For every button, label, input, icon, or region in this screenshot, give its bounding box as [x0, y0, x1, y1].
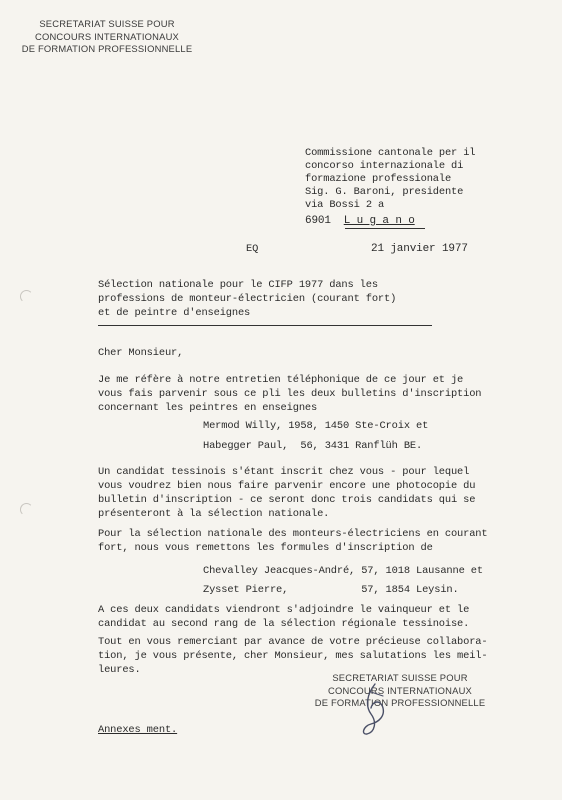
paragraph-line: bulletin d'inscription - ce seront donc trois candidats qui se — [98, 494, 476, 506]
address-line: via Bossi 2 a — [305, 199, 385, 211]
paragraph-line: concernant les peintres en enseignes — [98, 402, 318, 414]
address-city-line — [305, 215, 475, 228]
punch-hole — [20, 503, 33, 516]
stamp-line: CONCOURS INTERNATIONAUX — [327, 684, 472, 696]
letterhead-stamp — [14, 18, 200, 56]
city: L u g a n o — [343, 215, 415, 227]
paragraph-line: leures. — [98, 664, 141, 676]
candidate-line: Habegger Paul, 56, 3431 Ranflüh BE. — [203, 440, 423, 452]
salutation: Cher Monsieur, — [98, 347, 184, 359]
postcode: 6901 — [305, 215, 331, 227]
paragraph-line: fort, nous vous remettons les formules d'inscription de — [98, 542, 433, 554]
handwritten-signature — [345, 680, 405, 740]
subject-line: professions de monteur-électricien (courant fort) — [98, 293, 397, 305]
address-line: Commissione cantonale per il — [305, 147, 476, 159]
address-line: formazione professionale — [305, 173, 452, 185]
letterhead-line: DE FORMATION PROFESSIONNELLE — [21, 43, 193, 54]
annexes-note: Annexes ment. — [98, 724, 178, 736]
paragraph-line: vous fais parvenir sous ce pli les deux bulletins d'inscription — [98, 388, 482, 400]
paragraph-line: A ces deux candidats viendront s'adjoindre le vainqueur et le — [98, 604, 470, 616]
paragraph-line: Un candidat tessinois s'étant inscrit chez vous - pour lequel — [98, 466, 470, 478]
paragraph-line: tion, je vous présente, cher Monsieur, mes salutations les meil- — [98, 650, 488, 662]
candidate-line: Zysset Pierre, 57, 1854 Leysin. — [203, 584, 459, 596]
stamp-line: SECRETARIAT SUISSE POUR — [332, 672, 468, 683]
subject-underline — [98, 325, 432, 326]
paragraph-line: Je me réfère à notre entretien téléphonique de ce jour et je — [98, 374, 464, 386]
letterhead-line: SECRETARIAT SUISSE POUR — [39, 18, 175, 29]
paragraph-line: Pour la sélection nationale des monteurs-électriciens en courant — [98, 528, 488, 540]
stamp-line: DE FORMATION PROFESSIONNELLE — [314, 697, 486, 708]
letter-date: 21 janvier 1977 — [371, 243, 468, 255]
subject-line: et de peintre d'enseignes — [98, 307, 251, 319]
punch-hole — [20, 290, 33, 303]
reference: EQ — [246, 243, 259, 255]
candidate-line: Mermod Willy, 1958, 1450 Ste-Croix et — [203, 420, 429, 432]
address-underline — [345, 228, 425, 229]
letterhead-line: CONCOURS INTERNATIONAUX — [34, 30, 179, 42]
recipient-address — [305, 147, 475, 228]
paragraph-line: vous voudrez bien nous faire parvenir encore une photocopie du — [98, 480, 476, 492]
address-line: Sig. G. Baroni, presidente — [305, 186, 464, 198]
subject-line: Sélection nationale pour le CIFP 1977 dans les — [98, 279, 378, 291]
paragraph-line: candidat au second rang de la sélection régionale tessinoise. — [98, 618, 470, 630]
paragraph-line: présenteront à la sélection nationale. — [98, 508, 330, 520]
address-line: concorso internazionale di — [305, 160, 464, 172]
paragraph-line: Tout en vous remerciant par avance de votre précieuse collabora- — [98, 636, 488, 648]
candidate-line: Chevalley Jeacques-André, 57, 1018 Lausanne et — [203, 565, 483, 577]
